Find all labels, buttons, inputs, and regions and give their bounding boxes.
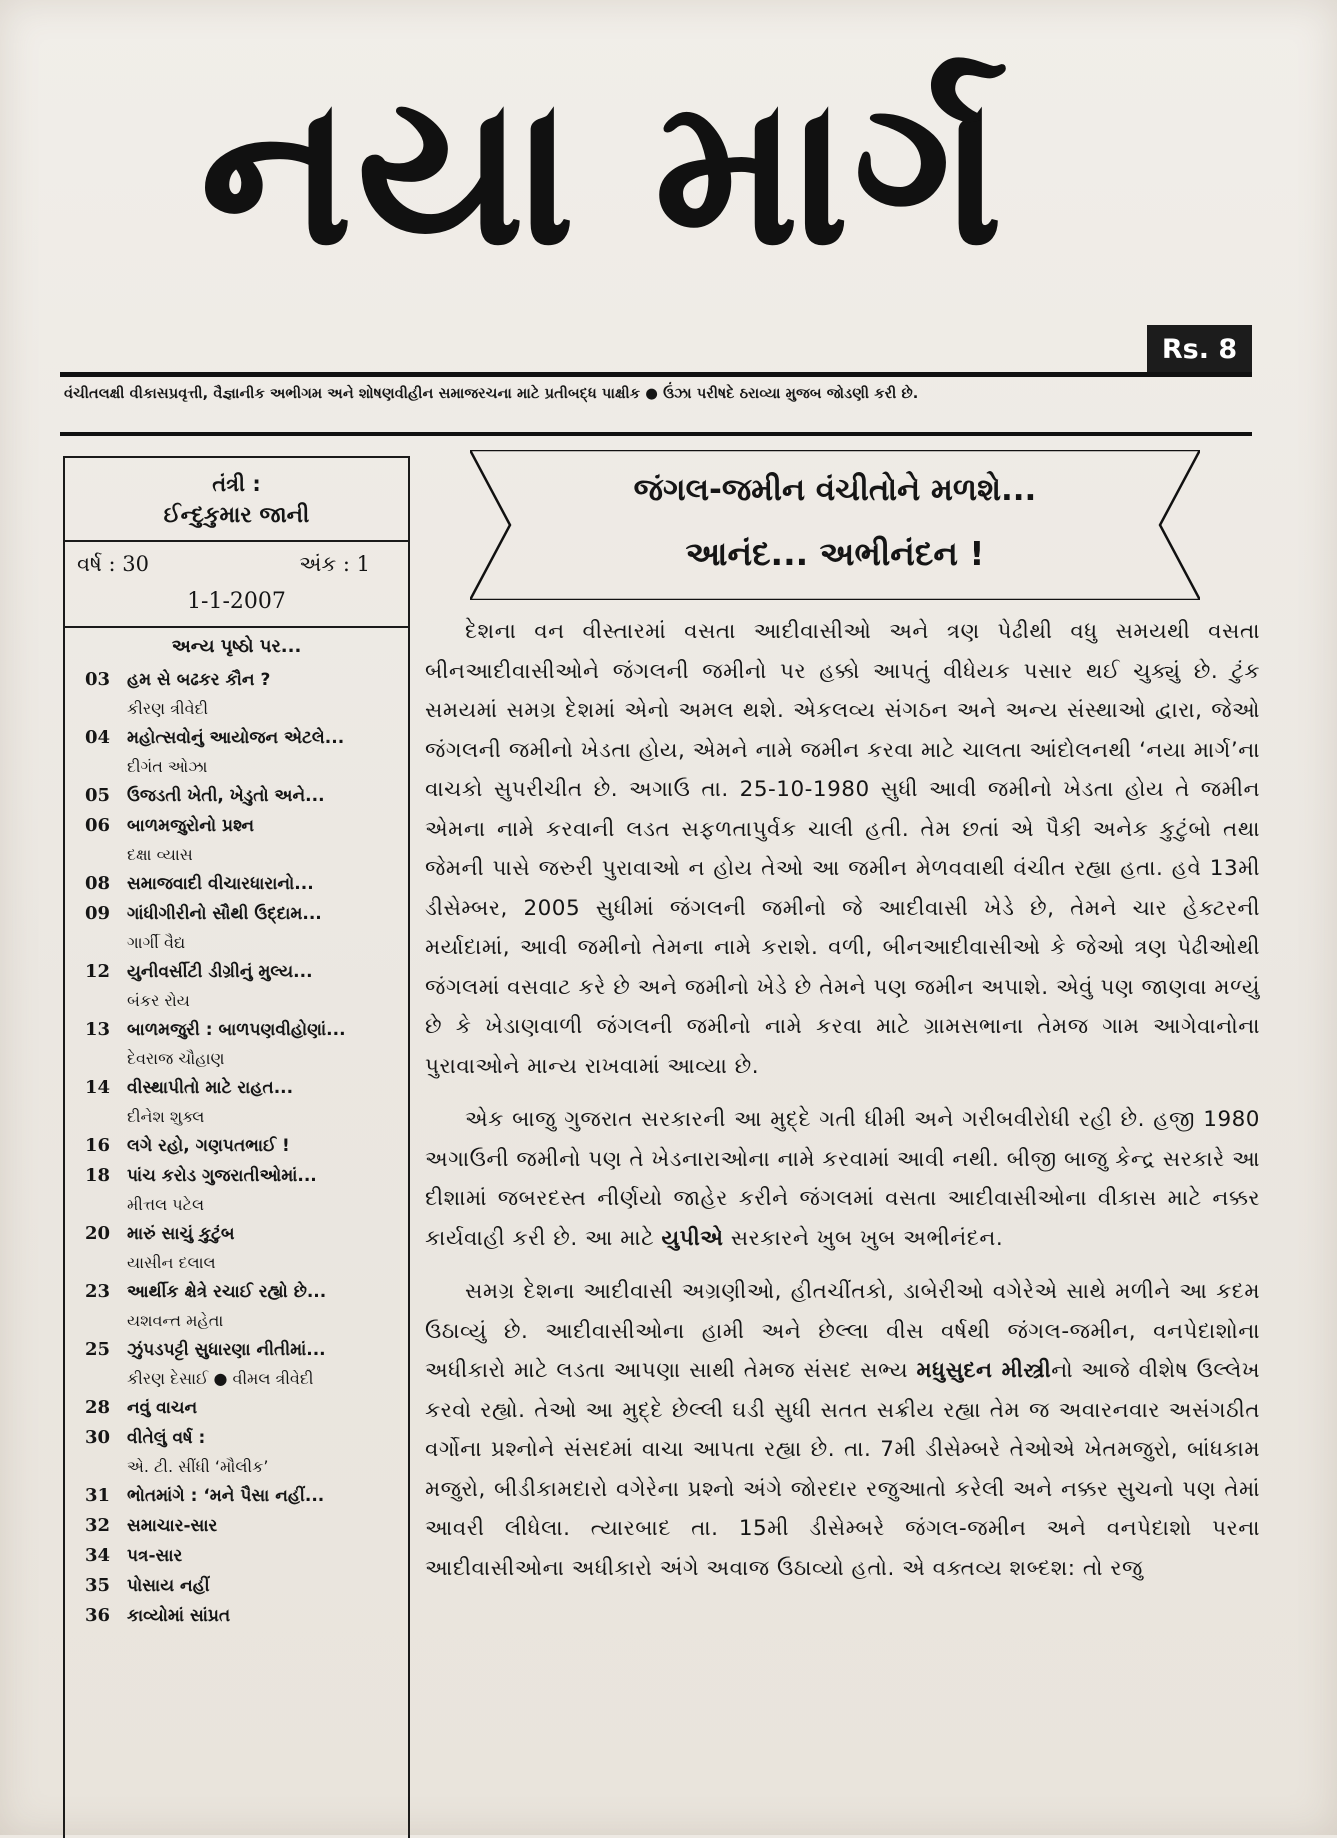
toc-line	[85, 811, 402, 841]
toc-author: કીરણ દેસાઈ ● વીમલ ત્રીવેદી	[127, 1369, 314, 1388]
toc-title: કાવ્યોમાં સાંપ્રત	[127, 1606, 231, 1626]
toc-item[interactable]	[85, 1601, 402, 1631]
toc-item[interactable]	[85, 1511, 402, 1541]
toc-title: વીતેલું વર્ષ :	[127, 1428, 206, 1448]
toc-title: આર્થીક ક્ષેત્રે રચાઈ રહ્યો છે...	[127, 1282, 327, 1302]
toc-page-number: 30	[85, 1427, 111, 1448]
toc-title: લગે રહો, ગણપતભાઈ !	[127, 1136, 290, 1156]
contents-panel	[63, 456, 410, 1838]
headline-line-1: જંગલ-જમીન વંચીતોને મળશે...	[633, 472, 1037, 508]
toc-line	[85, 1015, 402, 1045]
toc-item[interactable]	[85, 957, 402, 1015]
toc-item[interactable]	[85, 1541, 402, 1571]
toc-title: પત્ર-સાર	[127, 1546, 183, 1566]
volume-issue-row	[65, 552, 408, 577]
toc-title: ગાંધીગીરીનો સૌથી ઉદ્દામ...	[127, 904, 322, 924]
toc-title: નવું વાચન	[127, 1398, 198, 1418]
toc-title: વીસ્થાપીતો માટે રાહત...	[127, 1078, 294, 1098]
toc-item[interactable]	[85, 811, 402, 869]
masthead-title: નયા માર્ગ	[200, 53, 1007, 291]
top-rule	[60, 372, 1252, 377]
toc-line	[85, 869, 402, 899]
toc-page-number: 18	[85, 1165, 111, 1186]
toc-item[interactable]	[85, 1219, 402, 1277]
toc-page-number: 20	[85, 1223, 111, 1244]
toc-line	[85, 1335, 402, 1365]
toc-line	[85, 1277, 402, 1307]
toc-item[interactable]	[85, 1073, 402, 1131]
toc-line	[85, 1511, 402, 1541]
toc-item[interactable]	[85, 723, 402, 781]
toc-line	[85, 723, 402, 753]
toc-line	[85, 1481, 402, 1511]
toc-page-number: 04	[85, 727, 111, 748]
toc-line	[85, 1571, 402, 1601]
toc-line	[85, 781, 402, 811]
toc-author: દેવરાજ ચૌહાણ	[127, 1049, 225, 1068]
editor-name: ઈન્દુકુમાર જાની	[163, 503, 310, 528]
toc-page-number: 36	[85, 1605, 111, 1626]
paragraph-text: એક બાજુ ગુજરાત સરકારની આ મુદ્દે ગતી ધીમી અને ગરીબવીરોધી રહી છે. હજી 1980 અગાઉની જમીનો પણ તે ખેડનારાઓના નામે કરવામાં આવી નથી. બીજી બાજુ કેન્દ્ર સરકારે આ દીશામાં જબરદસ્ત નીર્ણયો જાહેર કરીને જંગલમાં વસતા આદીવાસીઓના વીકાસ માટે નક્કર કાર્યવાહી કરી છે. આ માટે	[425, 1107, 1260, 1251]
toc-title: ઝુંપડપટ્ટી સુધારણા નીતીમાં...	[127, 1340, 326, 1360]
article-paragraph	[425, 1100, 1260, 1258]
price-tag: Rs. 8	[1147, 325, 1252, 375]
toc-line	[85, 1423, 402, 1453]
toc-item[interactable]	[85, 869, 402, 899]
toc-line	[85, 665, 402, 695]
toc-title: બાળમજુરી : બાળપણવીહોણાં...	[127, 1020, 346, 1040]
toc-page-number: 09	[85, 903, 111, 924]
toc-page-number: 31	[85, 1485, 111, 1506]
toc-title: ભોતમાંગે : ‘મને પૈસા નહીં...	[127, 1486, 325, 1506]
person-name: મધુસુદન મીસ્ત્રી	[916, 1358, 1052, 1383]
toc-line	[85, 1131, 402, 1161]
toc-page-number: 08	[85, 873, 111, 894]
toc-author: યશવન્ત મહેતા	[127, 1311, 224, 1330]
toc-line	[85, 1161, 402, 1191]
paragraph-text: સરકારને ખુબ ખુબ અભીનંદન.	[723, 1225, 1004, 1251]
toc-author: ગાર્ગી વૈદ્ય	[127, 933, 186, 952]
toc-page-number: 03	[85, 669, 111, 690]
toc-line	[85, 1219, 402, 1249]
toc-line	[85, 1073, 402, 1103]
toc-title: સમાચાર-સાર	[127, 1516, 218, 1536]
toc-author: બંકર રોય	[127, 991, 190, 1010]
toc-item[interactable]	[85, 1015, 402, 1073]
toc-item[interactable]	[85, 1393, 402, 1423]
toc-line	[85, 957, 402, 987]
toc-title: બાળમજુરોનો પ્રશ્ન	[127, 816, 255, 836]
headline-banner	[470, 450, 1200, 600]
toc-page-number: 14	[85, 1077, 111, 1098]
issue-number: અંક : 1	[299, 552, 370, 576]
toc-page-number: 12	[85, 961, 111, 982]
toc-author: મીત્તલ પટેલ	[127, 1195, 205, 1214]
toc-page-number: 16	[85, 1135, 111, 1156]
toc-item[interactable]	[85, 1335, 402, 1393]
toc-page-number: 05	[85, 785, 111, 806]
toc-title: ઉજડતી ખેતી, ખેડુતો અને...	[127, 786, 325, 806]
toc-page-number: 13	[85, 1019, 111, 1040]
toc-title: હમ સે બઢકર કૌન ?	[127, 670, 271, 690]
toc-author: દીનેશ શુક્લ	[127, 1107, 205, 1126]
paragraph-text: સમગ્ર દેશના આદીવાસી અગ્રણીઓ, હીતચીંતકો, ડાબેરીઓ વગેરેએ સાથે મળીને આ કદમ ઉઠાવ્યું છે. આદીવાસીઓના હામી અને છેલ્લા વીસ વર્ષથી જંગલ-જમીન, વનપેદાશોના અધીકારો માટે લડતા આપણા સાથી તેમજ સંસદ સભ્ય	[425, 1279, 1260, 1383]
toc-title: પાંચ કરોડ ગુજરાતીઓમાં...	[127, 1166, 317, 1186]
toc-author: કીરણ ત્રીવેદી	[127, 699, 209, 718]
toc-page-number: 34	[85, 1545, 111, 1566]
toc-title: મારું સાચું કુટુંબ	[127, 1224, 235, 1244]
tagline-rule	[60, 432, 1252, 436]
toc-page-number: 32	[85, 1515, 111, 1536]
toc-item[interactable]	[85, 1571, 402, 1601]
toc-author: દીગંત ઓઝા	[127, 757, 208, 776]
toc-item[interactable]	[85, 1131, 402, 1161]
toc-title: સમાજવાદી વીચારધારાનો...	[127, 874, 314, 894]
toc-page-number: 25	[85, 1339, 111, 1360]
toc-page-number: 28	[85, 1397, 111, 1418]
volume-number: વર્ષ : 30	[77, 552, 149, 576]
article-paragraph	[425, 1272, 1260, 1588]
toc-item[interactable]	[85, 1277, 402, 1335]
headline-line-2: આનંદ... અભીનંદન !	[685, 534, 985, 573]
toc-page-number: 06	[85, 815, 111, 836]
issue-date: 1-1-2007	[187, 589, 286, 614]
toc-title: પોસાય નહીં	[127, 1576, 210, 1596]
article-body	[425, 612, 1260, 1602]
divider	[65, 626, 408, 628]
toc-author: એ. ટી. સીંધી ‘મૌલીક’	[127, 1457, 269, 1476]
toc-item[interactable]	[85, 1481, 402, 1511]
toc-author: દક્ષા વ્યાસ	[127, 845, 193, 864]
article-paragraph: દેશના વન વીસ્તારમાં વસતા આદીવાસીઓ અને ત્રણ પેઢીથી વધુ સમયથી વસતા બીનઆદીવાસીઓને જંગલની જમીનો પર હક્કો આપતું વીધેયક પસાર થઈ ચુક્યું છે. ટુંક સમયમાં સમગ્ર દેશમાં એનો અમલ થશે. એકલવ્ય સંગઠન અને અન્ય સંસ્થાઓ દ્વારા, જેઓ જંગલની જમીનો ખેડતા હોય, એમને નામે જમીન કરવા માટે ચાલતા આંદોલનથી ‘નયા માર્ગ’ના વાચકો સુપરીચીત છે. અગાઉ તા. 25-10-1980 સુધી આવી જમીનો ખેડતા હોય તે જમીન એમના નામે કરવાની લડત સફળતાપુર્વક ચાલી હતી. તેમ છતાં એ પૈકી અનેક કુટુંબો તથા જેમની પાસે જરુરી પુરાવાઓ ન હોય તેઓ આ જમીન મેળવવાથી વંચીત રહ્યા હતા. હવે 13મી ડીસેમ્બર, 2005 સુધીમાં જંગલની જમીનો જે આદીવાસી ખેડે છે, તેમને ચાર હેક્ટરની મર્યાદામાં, આવી જમીનો તેમના નામે કરાશે. વળી, બીનઆદીવાસીઓ કે જેઓ ત્રણ પેઢીઓથી જંગલમાં વસવાટ કરે છે અને જમીનો ખેડે છે તેમને પણ જમીન અપાશે. એવું પણ જાણવા મળ્યું છે કે ખેડાણવાળી જંગલની જમીનો નામે કરવા માટે ગ્રામસભાના તેમજ ગામ આગેવાનોના પુરાવાઓને માન્ય રાખવામાં આવ્યા છે.	[425, 619, 1260, 1079]
table-of-contents	[65, 665, 408, 1631]
toc-author: યાસીન દલાલ	[127, 1253, 216, 1272]
toc-title: મહોત્સવોનું આયોજન એટલે...	[127, 728, 345, 748]
toc-item[interactable]	[85, 899, 402, 957]
toc-line	[85, 1601, 402, 1631]
toc-title: યુનીવર્સીટી ડીગ્રીનું મુલ્ય...	[127, 962, 313, 982]
toc-line	[85, 899, 402, 929]
toc-line	[85, 1541, 402, 1571]
toc-line	[85, 1393, 402, 1423]
other-pages-heading: અન્ય પૃષ્ઠો પર...	[171, 636, 302, 657]
toc-page-number: 23	[85, 1281, 111, 1302]
toc-page-number: 35	[85, 1575, 111, 1596]
party-name: યુપીએ	[661, 1225, 724, 1251]
toc-item[interactable]	[85, 1423, 402, 1481]
divider	[65, 540, 408, 542]
toc-item[interactable]	[85, 1161, 402, 1219]
editor-label: તંત્રી :	[212, 472, 261, 496]
paragraph-text: નો આજે વીશેષ ઉલ્લેખ કરવો રહ્યો. તેઓ આ મુદ્દે છેલ્લી ઘડી સુધી સતત સક્રીય રહ્યા તેમ જ અવારનવાર અસંગઠીત વર્ગોના પ્રશ્નોને સંસદમાં વાચા આપતા રહ્યા છે. તા. 7મી ડીસેમ્બરે તેઓએ ખેતમજુરો, બાંધકામ મજુરો, બીડીકામદારો વગેરેના પ્રશ્નો અંગે જોરદાર રજુઆતો કરેલી અને નક્કર સુચનો પણ તેમાં આવરી લીધેલા. ત્યારબાદ તા. 15મી ડીસેમ્બરે જંગલ-જમીન અને વનપેદાશો પરના આદીવાસીઓના અધીકારો અંગે અવાજ ઉઠાવ્યો હતો. એ વક્તવ્ય શબ્દશ: તો રજુ	[425, 1358, 1260, 1581]
tagline: વંચીતલક્ષી વીકાસપ્રવૃત્તી, વૈજ્ઞાનીક અભીગમ અને શોષણવીહીન સમાજરચના માટે પ્રતીબદ્ધ પાક્ષીક ● ઉંઝા પરીષદે ઠરાવ્યા મુજબ જોડણી કરી છે.	[64, 386, 919, 402]
toc-item[interactable]	[85, 781, 402, 811]
toc-item[interactable]	[85, 665, 402, 723]
